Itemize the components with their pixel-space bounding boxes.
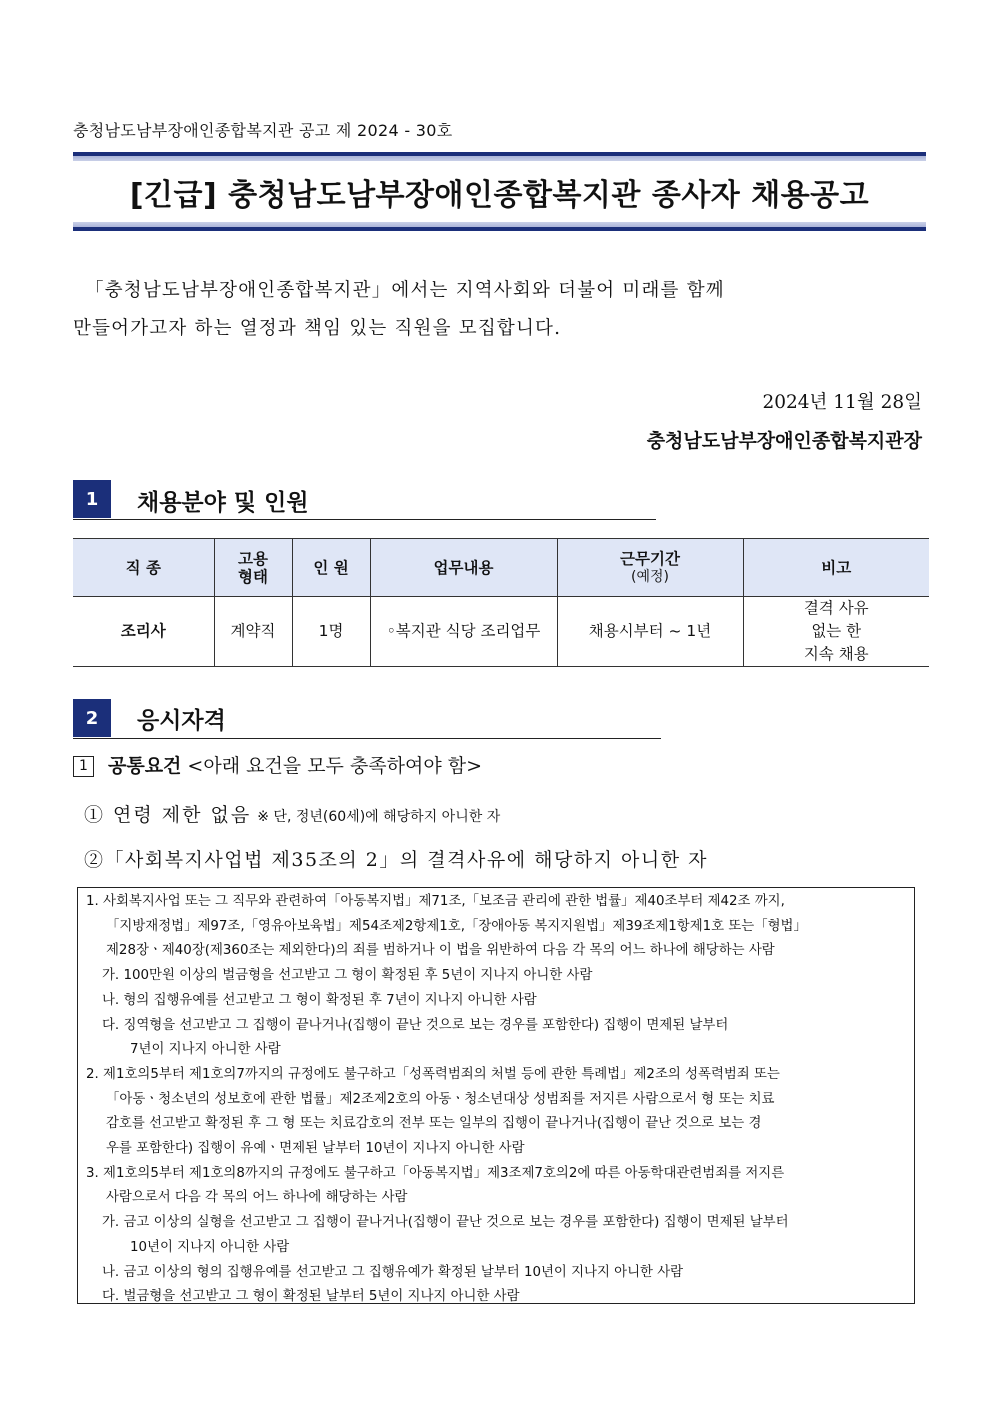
law-line: 다. 징역형을 선고받고 그 집행이 끝나거나(집행이 끝난 것으로 보는 경우를 포함한다) 집행이 면제된 날부터 bbox=[102, 1017, 729, 1033]
law-line: 가. 금고 이상의 실형을 선고받고 그 집행이 끝나거나(집행이 끝난 것으로 보는 경우를 포함한다) 집행이 면제된 날부터 bbox=[102, 1215, 789, 1231]
recruitment-table bbox=[73, 538, 929, 667]
table-header-row bbox=[73, 539, 929, 597]
header-headcount: 인 원 bbox=[292, 539, 370, 597]
law-line: 2. 제1호의5부터 제1호의7까지의 규정에도 불구하고「성폭력범죄의 처벌 등에 관한 특례법」제2조의 성폭력범죄 또는 bbox=[86, 1066, 780, 1082]
common-requirements-note: <아래 요건을 모두 충족하여야 함> bbox=[187, 755, 483, 777]
section-1-title: 채용분야 및 인원 bbox=[137, 490, 309, 516]
requirement-2: ②「사회복지사업법 제35조의 2」의 결격사유에 해당하지 아니한 자 bbox=[84, 849, 708, 871]
intro-line-2: 만들어가고자 하는 열정과 책임 있는 직원을 모집합니다. bbox=[73, 318, 562, 339]
title-bar-top bbox=[73, 152, 926, 161]
header-employment-type-line-2: 형태 bbox=[238, 567, 268, 586]
table-row bbox=[73, 597, 929, 667]
header-employment-type-line-1: 고용 bbox=[238, 549, 268, 568]
law-line: 「지방재정법」제97조,「영유아보육법」제54조제2항제1호,「장애아동 복지지원법」제39조제1항제1호 또는「형법」 bbox=[106, 918, 807, 934]
disqualification-law-box bbox=[77, 887, 915, 1304]
header-duties: 업무내용 bbox=[370, 539, 557, 597]
signer: 충청남도남부장애인종합복지관장 bbox=[646, 430, 922, 452]
cell-employment-type: 계약직 bbox=[214, 597, 292, 667]
cell-headcount: 1명 bbox=[292, 597, 370, 667]
requirement-1 bbox=[84, 800, 500, 827]
notice-number: 충청남도남부장애인종합복지관 공고 제 2024 - 30호 bbox=[73, 121, 453, 140]
law-line: 다. 벌금형을 선고받고 그 형이 확정된 날부터 5년이 지나지 아니한 사람 bbox=[102, 1289, 520, 1305]
remarks-line-1: 결격 사유 bbox=[803, 599, 869, 617]
law-line: 3. 제1호의5부터 제1호의8까지의 규정에도 불구하고「아동복지법」제3조제7호의2에 따른 아동학대관련범죄를 저지른 bbox=[86, 1165, 785, 1181]
section-2-number: 2 bbox=[73, 699, 111, 737]
header-period bbox=[557, 539, 743, 597]
header-period-note: (예정) bbox=[631, 568, 669, 585]
intro-line-1: 「충청남도남부장애인종합복지관」에서는 지역사회와 더불어 미래를 함께 bbox=[85, 280, 725, 301]
common-requirements-box-number: 1 bbox=[73, 756, 94, 777]
header-period-label: 근무기간 bbox=[620, 549, 680, 568]
header-remarks: 비고 bbox=[743, 539, 929, 597]
remarks-line-2: 없는 한 bbox=[811, 622, 862, 640]
section-1-number: 1 bbox=[73, 480, 111, 518]
title-bar-bottom bbox=[73, 222, 926, 231]
page-title: [긴급] 충청남도남부장애인종합복지관 종사자 채용공고 bbox=[129, 178, 870, 213]
section-2-underline bbox=[73, 738, 661, 739]
law-line: 우를 포함한다) 집행이 유예ㆍ면제된 날부터 10년이 지나지 아니한 사람 bbox=[106, 1141, 525, 1157]
common-requirements-label: 공통요건 bbox=[108, 755, 182, 777]
law-line: 10년이 지나지 아니한 사람 bbox=[130, 1239, 290, 1255]
header-employment-type bbox=[214, 539, 292, 597]
law-line: 나. 금고 이상의 형의 집행유예를 선고받고 그 집행유예가 확정된 날부터 10년이 지나지 아니한 사람 bbox=[102, 1264, 684, 1280]
law-line: 가. 100만원 이상의 벌금형을 선고받고 그 형이 확정된 후 5년이 지나지 아니한 사람 bbox=[102, 968, 593, 984]
remarks-line-3: 지속 채용 bbox=[803, 645, 869, 663]
section-2-title: 응시자격 bbox=[137, 708, 226, 734]
law-line: 나. 형의 집행유예를 선고받고 그 형이 확정된 후 7년이 지나지 아니한 사람 bbox=[102, 992, 537, 1008]
requirement-1-note: ※ 단, 정년(60세)에 해당하지 아니한 자 bbox=[257, 809, 501, 825]
section-1-underline bbox=[73, 519, 656, 520]
law-line: 사람으로서 다음 각 목의 어느 하나에 해당하는 사람 bbox=[106, 1190, 408, 1206]
law-line: 7년이 지나지 아니한 사람 bbox=[130, 1042, 281, 1058]
intro-paragraph bbox=[73, 272, 933, 348]
announcement-date: 2024년 11월 28일 bbox=[762, 392, 922, 413]
law-line: 1. 사회복지사업 또는 그 직무와 관련하여「아동복지법」제71조,「보조금 관리에 관한 법률」제40조부터 제42조 까지, bbox=[86, 894, 785, 909]
cell-duties: ◦복지관 식당 조리업무 bbox=[370, 597, 557, 667]
header-job: 직 종 bbox=[73, 539, 214, 597]
cell-job: 조리사 bbox=[73, 597, 214, 667]
cell-period: 채용시부터 ~ 1년 bbox=[557, 597, 743, 667]
law-line: 제28장ㆍ제40장(제360조는 제외한다)의 죄를 범하거나 이 법을 위반하여 다음 각 목의 어느 하나에 해당하는 사람 bbox=[106, 943, 775, 959]
law-line: 감호를 선고받고 확정된 후 그 형 또는 치료감호의 전부 또는 일부의 집행이 끝나거나(집행이 끝난 것으로 보는 경 bbox=[106, 1116, 762, 1132]
common-requirements-heading bbox=[73, 751, 482, 778]
cell-remarks bbox=[743, 597, 929, 667]
law-line: 「아동ㆍ청소년의 성보호에 관한 법률」제2조제2호의 아동ㆍ청소년대상 성범죄를 저지른 사람으로서 형 또는 치료 bbox=[106, 1091, 775, 1107]
requirement-1-text: ① 연령 제한 없음 bbox=[84, 804, 252, 826]
